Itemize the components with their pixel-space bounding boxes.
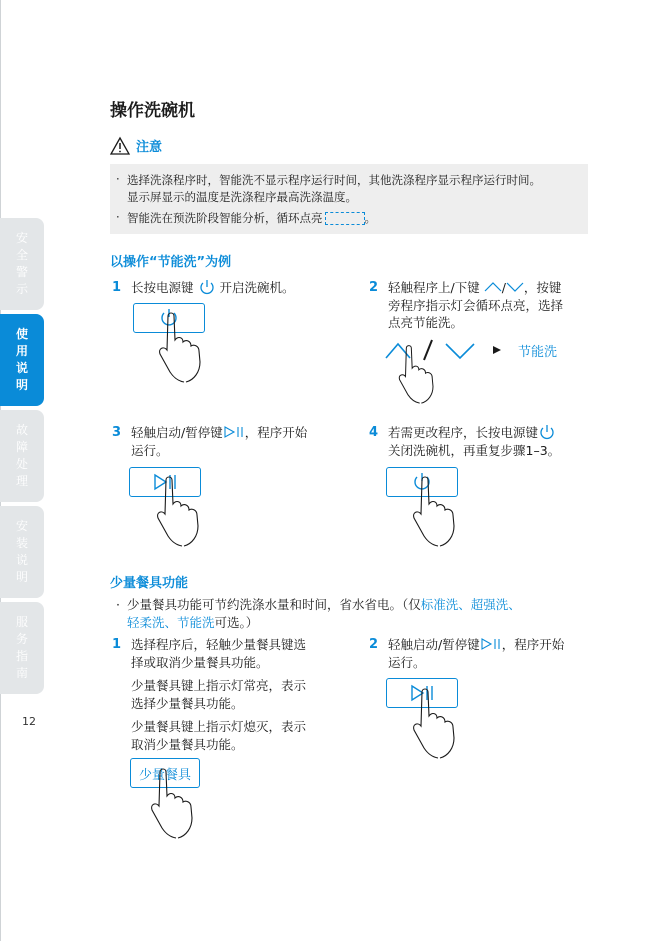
- intro-programs: 轻柔洗、节能洗: [127, 614, 215, 630]
- step-text-part: ，程序开始: [501, 637, 565, 652]
- step-text: [131, 636, 351, 753]
- side-tab-char: 明: [15, 378, 28, 392]
- side-tab-char: 装: [15, 536, 28, 550]
- note-text: 智能洗在预洗阶段智能分析，循环点亮: [127, 211, 323, 225]
- step-text-line: 择或取消少量餐具功能。: [131, 654, 269, 670]
- section-heading-energy-wash: 以操作“节能洗”为例: [110, 255, 232, 270]
- step-text-part: /: [501, 280, 506, 295]
- step-text-line: [388, 636, 608, 654]
- step-text-line: 旁程序指示灯会循环点亮，选择: [388, 297, 564, 313]
- note-line: 显示屏显示的温度是洗涤程序最高洗涤温度。: [127, 190, 357, 204]
- step-text: [388, 279, 598, 332]
- side-tab-char: 明: [15, 570, 28, 584]
- step-text-part: 轻触程序上/下键: [388, 280, 480, 295]
- intro-text: 少量餐具功能可节约洗涤水量和时间，省水省电。（仅: [127, 597, 421, 612]
- hand-pointer-icon: [158, 312, 218, 382]
- page-title: 操作洗碗机: [110, 101, 195, 121]
- side-tab-installation[interactable]: [0, 506, 44, 598]
- intro-text: 可选。）: [214, 614, 259, 630]
- step-text-line: 选择程序后，轻触少量餐具键选: [131, 637, 307, 652]
- note-line-3: [127, 210, 376, 227]
- intro-programs: 标准洗、超强洗、: [420, 597, 521, 612]
- side-tab-service[interactable]: [0, 602, 44, 694]
- side-tab-char: 说: [15, 553, 28, 567]
- side-tab-troubleshooting[interactable]: [0, 410, 44, 502]
- note-text-end: 。: [364, 211, 376, 225]
- chevron-down-icon: [446, 344, 474, 358]
- note-line: 选择洗涤程序时，智能洗不显示程序运行时间，其他洗涤程序显示程序运行时间。: [127, 173, 541, 187]
- side-tab-char: 安: [15, 231, 28, 245]
- bullet-dot: ·: [116, 210, 120, 224]
- chevron-down-icon: [506, 281, 524, 293]
- hand-pointer-icon: [412, 688, 472, 758]
- step-number: 3: [112, 425, 122, 440]
- step-text-part: ，程序开始: [244, 425, 308, 440]
- side-tab-char: 理: [15, 474, 28, 488]
- step-text-line: 少量餐具键上指示灯熄灭，表示: [131, 719, 307, 734]
- chevron-up-icon: [484, 281, 502, 293]
- step-text-line: 运行。: [131, 442, 169, 458]
- dashed-indicator-icon: [325, 212, 365, 225]
- hand-pointer-icon: [398, 344, 448, 404]
- step-number: 4: [369, 425, 379, 440]
- step-text-line: [131, 424, 346, 442]
- play-arrow-icon: [492, 345, 502, 355]
- side-tab-char: 说: [15, 361, 28, 375]
- side-tab-char: 安: [15, 519, 28, 533]
- small-load-button-label: 少量餐具: [138, 767, 191, 783]
- side-tab-char: 示: [15, 282, 28, 296]
- step-text-line: 少量餐具键上指示灯常亮，表示: [131, 678, 307, 693]
- hand-pointer-icon: [150, 768, 210, 838]
- step-text: [388, 636, 608, 671]
- bullet-dot: ·: [116, 597, 120, 612]
- small-load-intro: [127, 596, 597, 631]
- step-text-line: 取消少量餐具功能。: [131, 736, 244, 752]
- step-text: [131, 279, 295, 297]
- side-tab-char: 南: [15, 666, 28, 680]
- step-text-part: 开启洗碗机。: [219, 280, 295, 295]
- side-tab-char: 处: [15, 457, 28, 471]
- side-tab-char: 全: [15, 248, 28, 262]
- intro-line: [127, 596, 597, 614]
- side-tab-char: 警: [15, 265, 28, 279]
- step-text-line: [388, 424, 608, 442]
- side-tab-char: 用: [15, 344, 28, 358]
- caution-header: [110, 136, 162, 155]
- step-text: [388, 424, 608, 459]
- side-tab-usage[interactable]: [0, 314, 44, 406]
- step-text-line: 关闭洗碗机，再重复步骤1–3。: [388, 442, 561, 458]
- power-icon: [538, 424, 556, 440]
- caution-label: 注意: [136, 140, 163, 155]
- side-tab-char: 障: [15, 440, 28, 454]
- step-number: 1: [112, 637, 122, 652]
- start-pause-icon: [223, 426, 245, 438]
- page-number: 12: [22, 715, 36, 728]
- section-heading-small-load: 少量餐具功能: [110, 576, 189, 591]
- hand-pointer-icon: [412, 476, 472, 546]
- step-text-part: ，按键: [523, 280, 562, 295]
- warning-icon: [110, 137, 130, 155]
- program-label-energy-wash: 节能洗: [518, 345, 558, 360]
- step-text-part: 轻触启动/暂停键: [388, 637, 480, 652]
- side-tab-char: 服: [15, 615, 28, 629]
- step-number: 2: [369, 637, 379, 652]
- step-text-line: 运行。: [388, 654, 426, 670]
- step-text-part: 若需更改程序，长按电源键: [388, 425, 539, 440]
- side-tab-char: 故: [15, 423, 28, 437]
- side-tab-safety[interactable]: [0, 218, 44, 310]
- step-text: [131, 424, 346, 459]
- start-pause-icon: [480, 638, 502, 650]
- hand-pointer-icon: [156, 476, 216, 546]
- side-tab-char: 指: [15, 649, 28, 663]
- side-tab-char: 务: [15, 632, 28, 646]
- side-tab-char: 使: [15, 327, 28, 341]
- step-number: 1: [112, 280, 122, 295]
- step-text-line: [388, 279, 598, 297]
- power-icon: [198, 279, 216, 295]
- step-number: 2: [369, 280, 379, 295]
- step-text-line: 点亮节能洗。: [388, 315, 464, 330]
- intro-line: [117, 614, 597, 632]
- step-text-part: 轻触启动/暂停键: [131, 425, 223, 440]
- bullet-dot: ·: [116, 172, 120, 186]
- step-text-line: 选择少量餐具功能。: [131, 695, 244, 711]
- step-text-part: 长按电源键: [131, 280, 194, 295]
